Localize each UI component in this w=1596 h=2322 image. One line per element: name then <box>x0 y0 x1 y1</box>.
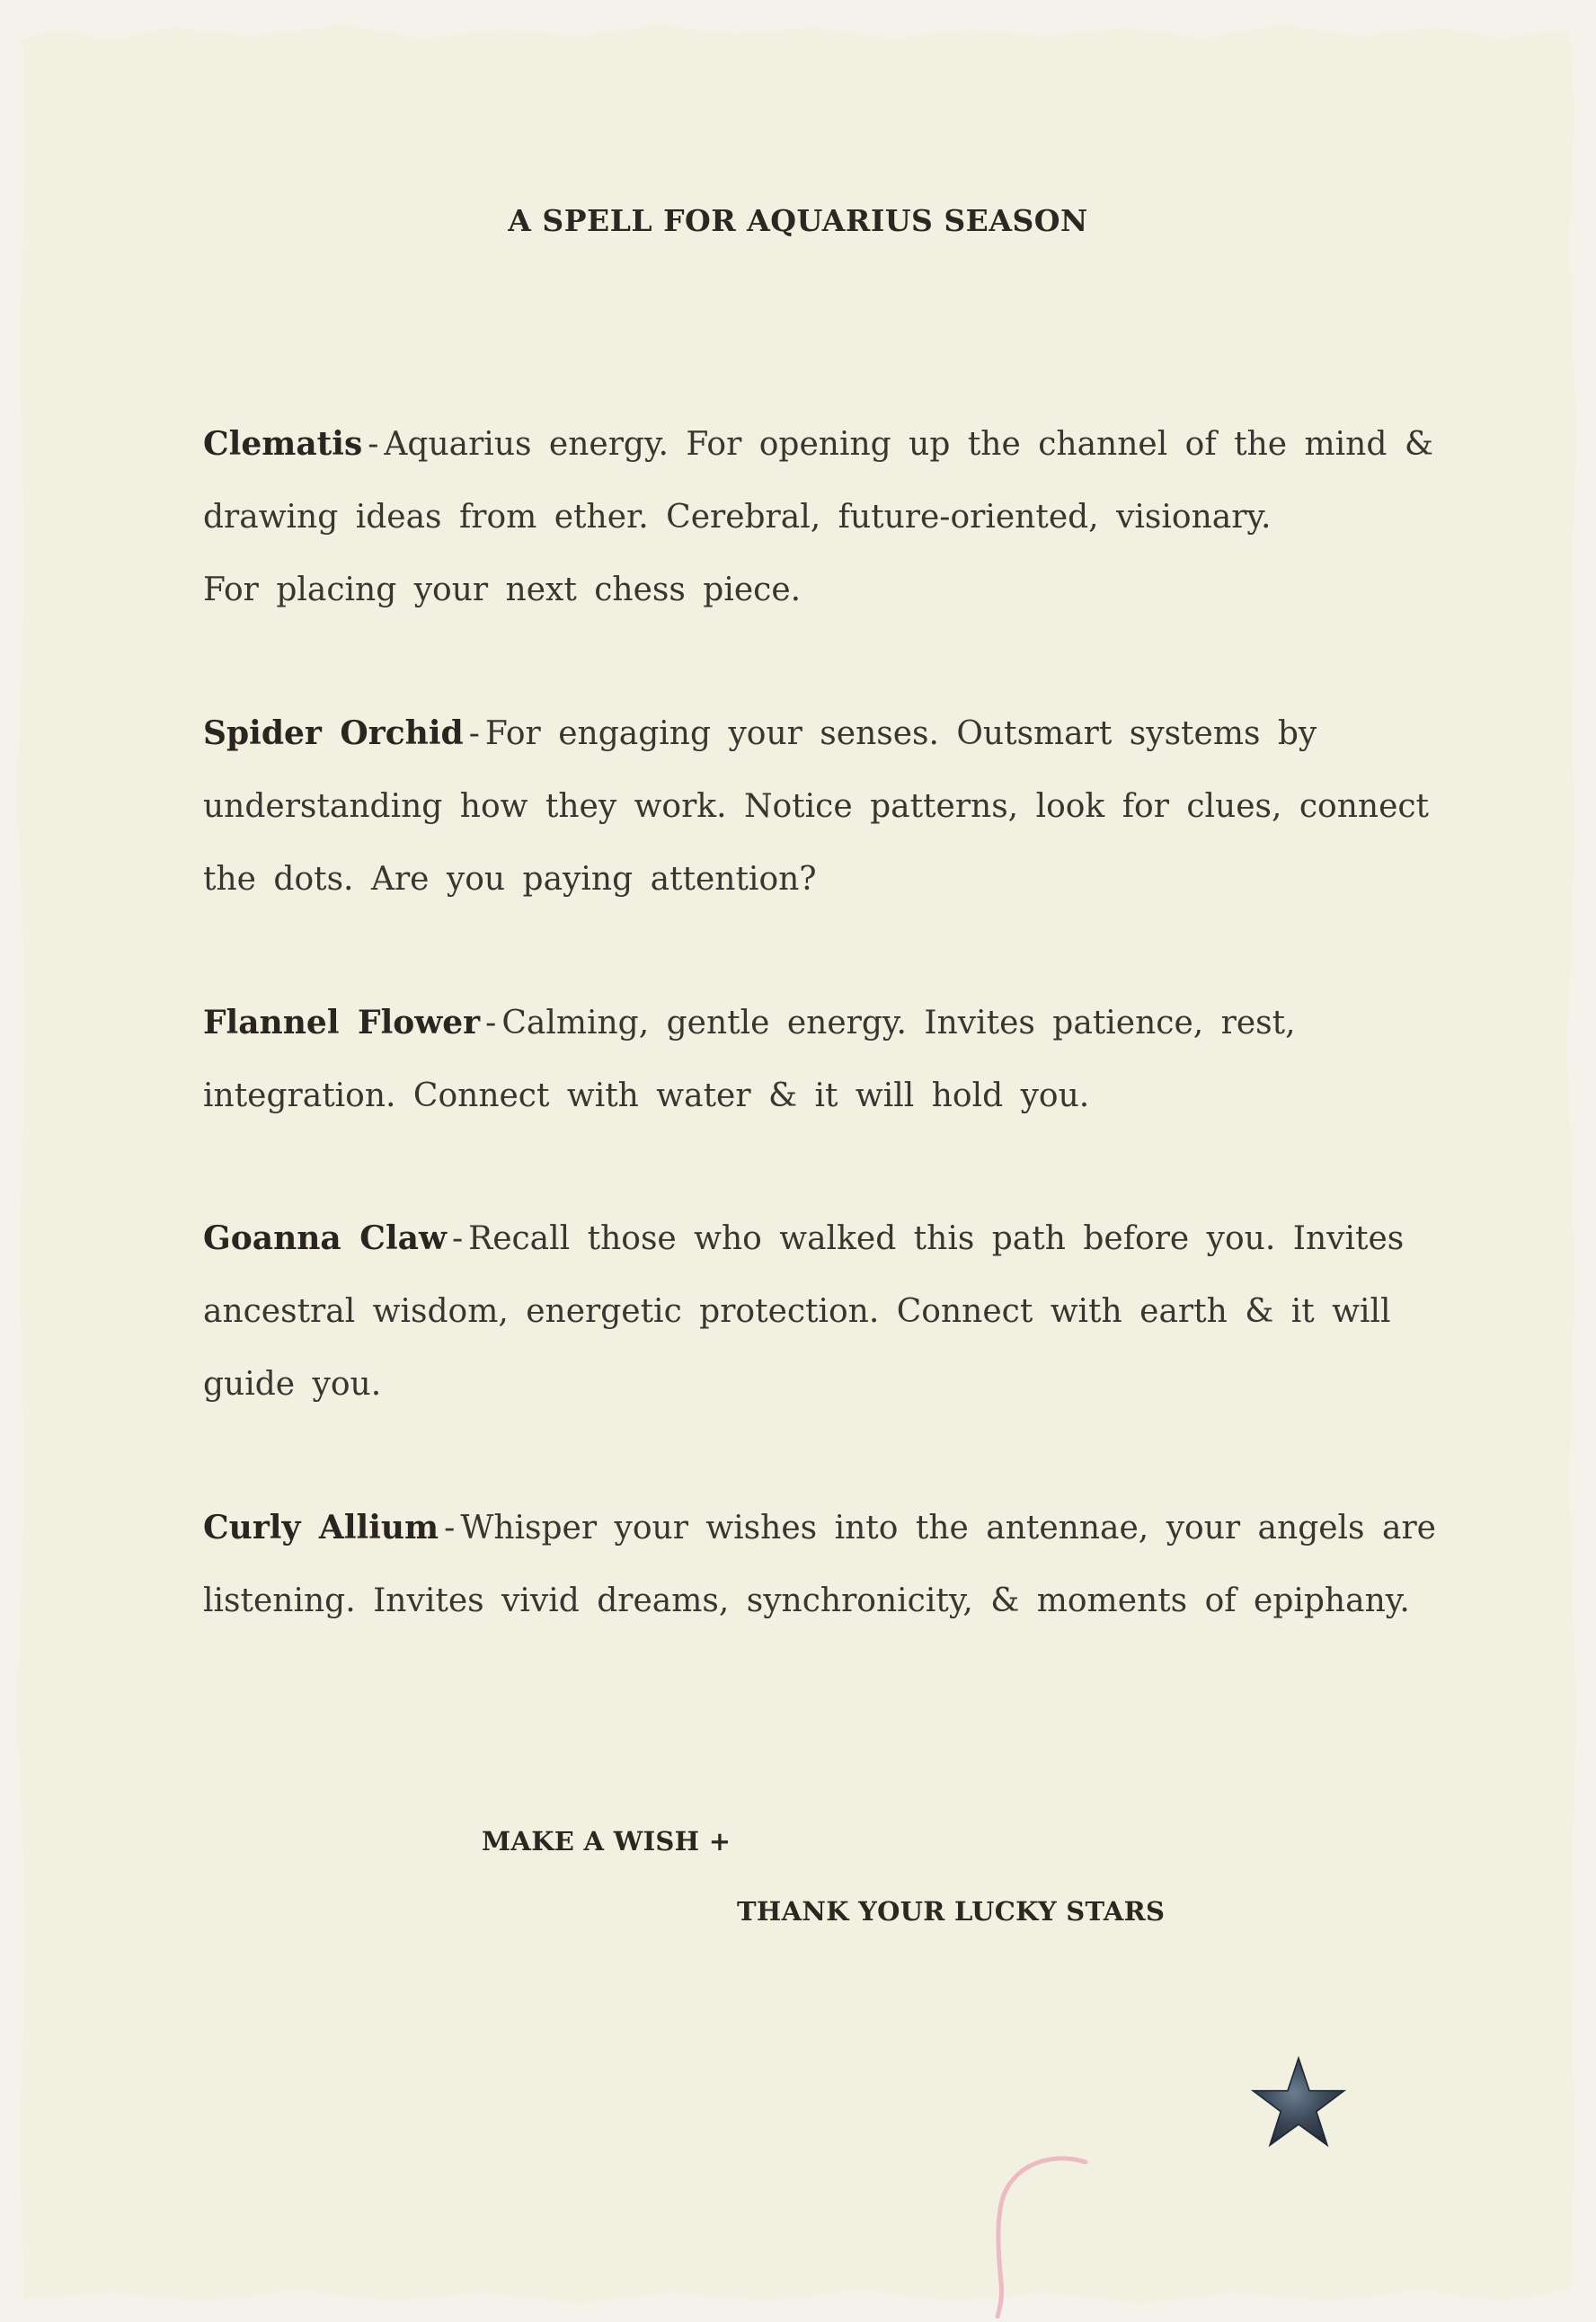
entry-flannel-flower <box>203 987 1389 1132</box>
pencil-mark <box>971 2148 1105 2318</box>
entry-text: Whisper your wishes into the antennae, your angels are <box>460 1510 1436 1547</box>
entry-line <box>203 408 1433 481</box>
entry-dash: - <box>485 1005 497 1041</box>
entry-dash: - <box>368 426 379 463</box>
entry-line <box>203 987 1389 1059</box>
entry-line: listening. Invites vivid dreams, synchronicity, & moments of epiphany. <box>203 1582 1410 1619</box>
star-icon <box>1249 2054 1348 2153</box>
entry-text: Calming, gentle energy. Invites patience, rest, <box>501 1005 1296 1041</box>
entry-line <box>203 697 1389 770</box>
entry-clematis <box>203 408 1433 626</box>
entry-goanna-claw <box>203 1202 1405 1421</box>
entry-line: guide you. <box>203 1366 382 1403</box>
entry-text: Recall those who walked this path before you. Invites <box>468 1220 1405 1257</box>
entry-curly-allium <box>203 1492 1436 1637</box>
entry-line <box>203 1202 1405 1275</box>
entry-line: ancestral wisdom, energetic protection. Connect with earth & it will <box>203 1293 1391 1330</box>
entry-text: Aquarius energy. For opening up the channel of the mind & <box>384 426 1433 463</box>
entry-text: For engaging your senses. Outsmart systems by <box>484 715 1317 752</box>
entry-name: Spider Orchid <box>203 714 464 752</box>
entry-line: drawing ideas from ether. Cerebral, future-oriented, visionary. <box>203 499 1272 536</box>
entry-dash: - <box>451 1220 464 1257</box>
entry-name: Flannel Flower <box>203 1004 481 1041</box>
entry-line: For placing your next chess piece. <box>203 572 802 608</box>
closing-thank-your-lucky-stars: THANK YOUR LUCKY STARS <box>737 1896 1166 1927</box>
entry-line: understanding how they work. Notice patterns, look for clues, connect <box>203 788 1430 825</box>
document-title: A SPELL FOR AQUARIUS SEASON <box>508 203 1088 238</box>
closing-make-a-wish: MAKE A WISH + <box>482 1826 732 1857</box>
entry-line: integration. Connect with water & it will hold you. <box>203 1077 1090 1114</box>
entry-name: Goanna Claw <box>203 1219 447 1257</box>
entry-line: the dots. Are you paying attention? <box>203 861 817 898</box>
entry-name: Clematis <box>203 425 363 463</box>
entry-line <box>203 1492 1436 1564</box>
entry-dash: - <box>468 715 480 752</box>
entry-dash: - <box>444 1510 456 1547</box>
entry-spider-orchid <box>203 697 1430 916</box>
entry-name: Curly Allium <box>203 1509 439 1547</box>
